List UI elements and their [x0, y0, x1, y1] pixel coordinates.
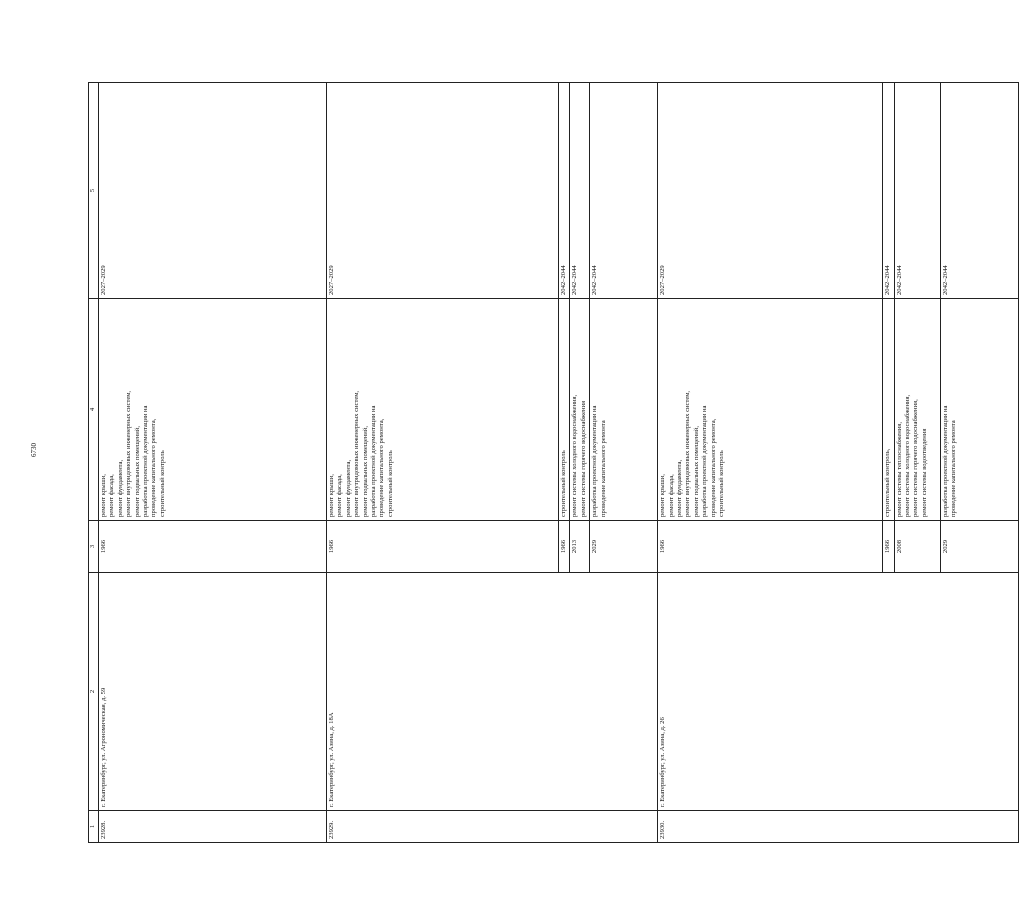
record-number: 23929. [327, 811, 658, 843]
record-number: 23928. [99, 811, 327, 843]
work-item: ремонт системы холодного водоснабжения, [571, 394, 579, 517]
year-cell: 2029 [940, 521, 1018, 573]
period-cell: 2042–2044 [883, 83, 894, 299]
period-cell: 2042–2044 [894, 83, 940, 299]
table-row [658, 83, 883, 843]
table-header-row [89, 83, 99, 843]
work-item: ремонт подвальных помещений, [133, 426, 141, 517]
work-item: ремонт фасада, [108, 474, 116, 517]
work-item: разработка проектной документации на [370, 405, 378, 517]
work-item: строительный контроль [158, 450, 166, 517]
year-cell: 1966 [658, 521, 883, 573]
work-item: ремонт крыши, [100, 474, 107, 517]
works-cell [590, 299, 658, 521]
building-address: г. Екатеринбург, ул. Азина, д. 26 [658, 573, 1018, 811]
work-item: строительный контроль [560, 450, 567, 517]
work-item: ремонт системы теплоснабжения, [895, 422, 903, 517]
works-cell [940, 299, 1018, 521]
period-cell: 2027–2029 [658, 83, 883, 299]
work-item: ремонт крыши, [328, 474, 335, 517]
year-cell: 2008 [894, 521, 940, 573]
works-cell [327, 299, 559, 521]
period-cell: 2027–2029 [327, 83, 559, 299]
period-cell: 2042–2044 [590, 83, 658, 299]
work-item: проведение капитального ремонта, [709, 418, 717, 517]
work-item: проведение капитального ремонта [950, 420, 958, 517]
building-address: г. Екатеринбург, ул. Агрономическая, д. 59 [99, 573, 327, 811]
works-cell [570, 299, 590, 521]
work-item: проведение капитального ремонта, [378, 418, 386, 517]
work-item: ремонт системы водоотведения [920, 428, 928, 517]
period-cell: 2042–2044 [570, 83, 590, 299]
works-cell [883, 299, 894, 521]
year-cell: 2029 [590, 521, 658, 573]
work-item: строительный контроль [386, 450, 394, 517]
works-cell [894, 299, 940, 521]
column-number: 1 [89, 811, 99, 843]
record-number: 23930. [658, 811, 1018, 843]
work-item: ремонт фундамента, [344, 459, 352, 517]
work-item: разработка проектной документации на [591, 405, 599, 517]
work-item: ремонт системы горячего водоснабжения [579, 400, 587, 517]
work-item: строительный контроль [718, 450, 726, 517]
work-item: ремонт системы холодного водоснабжения, [904, 394, 912, 517]
column-number: 3 [89, 521, 99, 573]
works-cell [658, 299, 883, 521]
building-address: г. Екатеринбург, ул. Азина, д. 18А [327, 573, 658, 811]
works-cell [99, 299, 327, 521]
table-row [327, 83, 559, 843]
work-item: проведение капитального ремонта [599, 420, 607, 517]
work-item: ремонт фундамента, [116, 459, 124, 517]
work-item: разработка проектной документации на [142, 405, 150, 517]
year-cell: 2013 [570, 521, 590, 573]
work-item: ремонт системы горячего водоснабжения, [912, 399, 920, 517]
work-item: ремонт крыши, [659, 474, 667, 517]
period-cell: 2027–2029 [99, 83, 327, 299]
column-number: 4 [89, 299, 99, 521]
work-item: ремонт фасада, [336, 474, 344, 517]
work-item: разработка проектной документации на [701, 405, 709, 517]
repair-schedule-table [88, 82, 1019, 843]
year-cell: 1966 [327, 521, 559, 573]
work-item: строительный контроль, [884, 448, 892, 517]
work-item: проведение капитального ремонта, [150, 418, 158, 517]
table-row [99, 83, 327, 843]
work-item: разработка проектной документации на [941, 405, 949, 517]
period-cell: 2042–2044 [559, 83, 570, 299]
rotated-page [88, 83, 958, 843]
work-item: ремонт подвальных помещений, [361, 426, 369, 517]
work-item: ремонт фундамента, [676, 459, 684, 517]
year-cell: 1966 [883, 521, 894, 573]
work-item: ремонт внутридомовых инженерных систем, [684, 390, 692, 517]
year-cell: 1966 [559, 521, 570, 573]
column-number: 5 [89, 83, 99, 299]
works-cell [559, 299, 570, 521]
work-item: ремонт внутридомовых инженерных систем, [353, 390, 361, 517]
year-cell: 1966 [99, 521, 327, 573]
work-item: ремонт внутридомовых инженерных систем, [125, 390, 133, 517]
work-item: ремонт фасада, [667, 474, 675, 517]
period-cell: 2042–2044 [940, 83, 1018, 299]
work-item: ремонт подвальных помещений, [692, 426, 700, 517]
column-number: 2 [89, 573, 99, 811]
page-number: 6730 [30, 443, 38, 457]
